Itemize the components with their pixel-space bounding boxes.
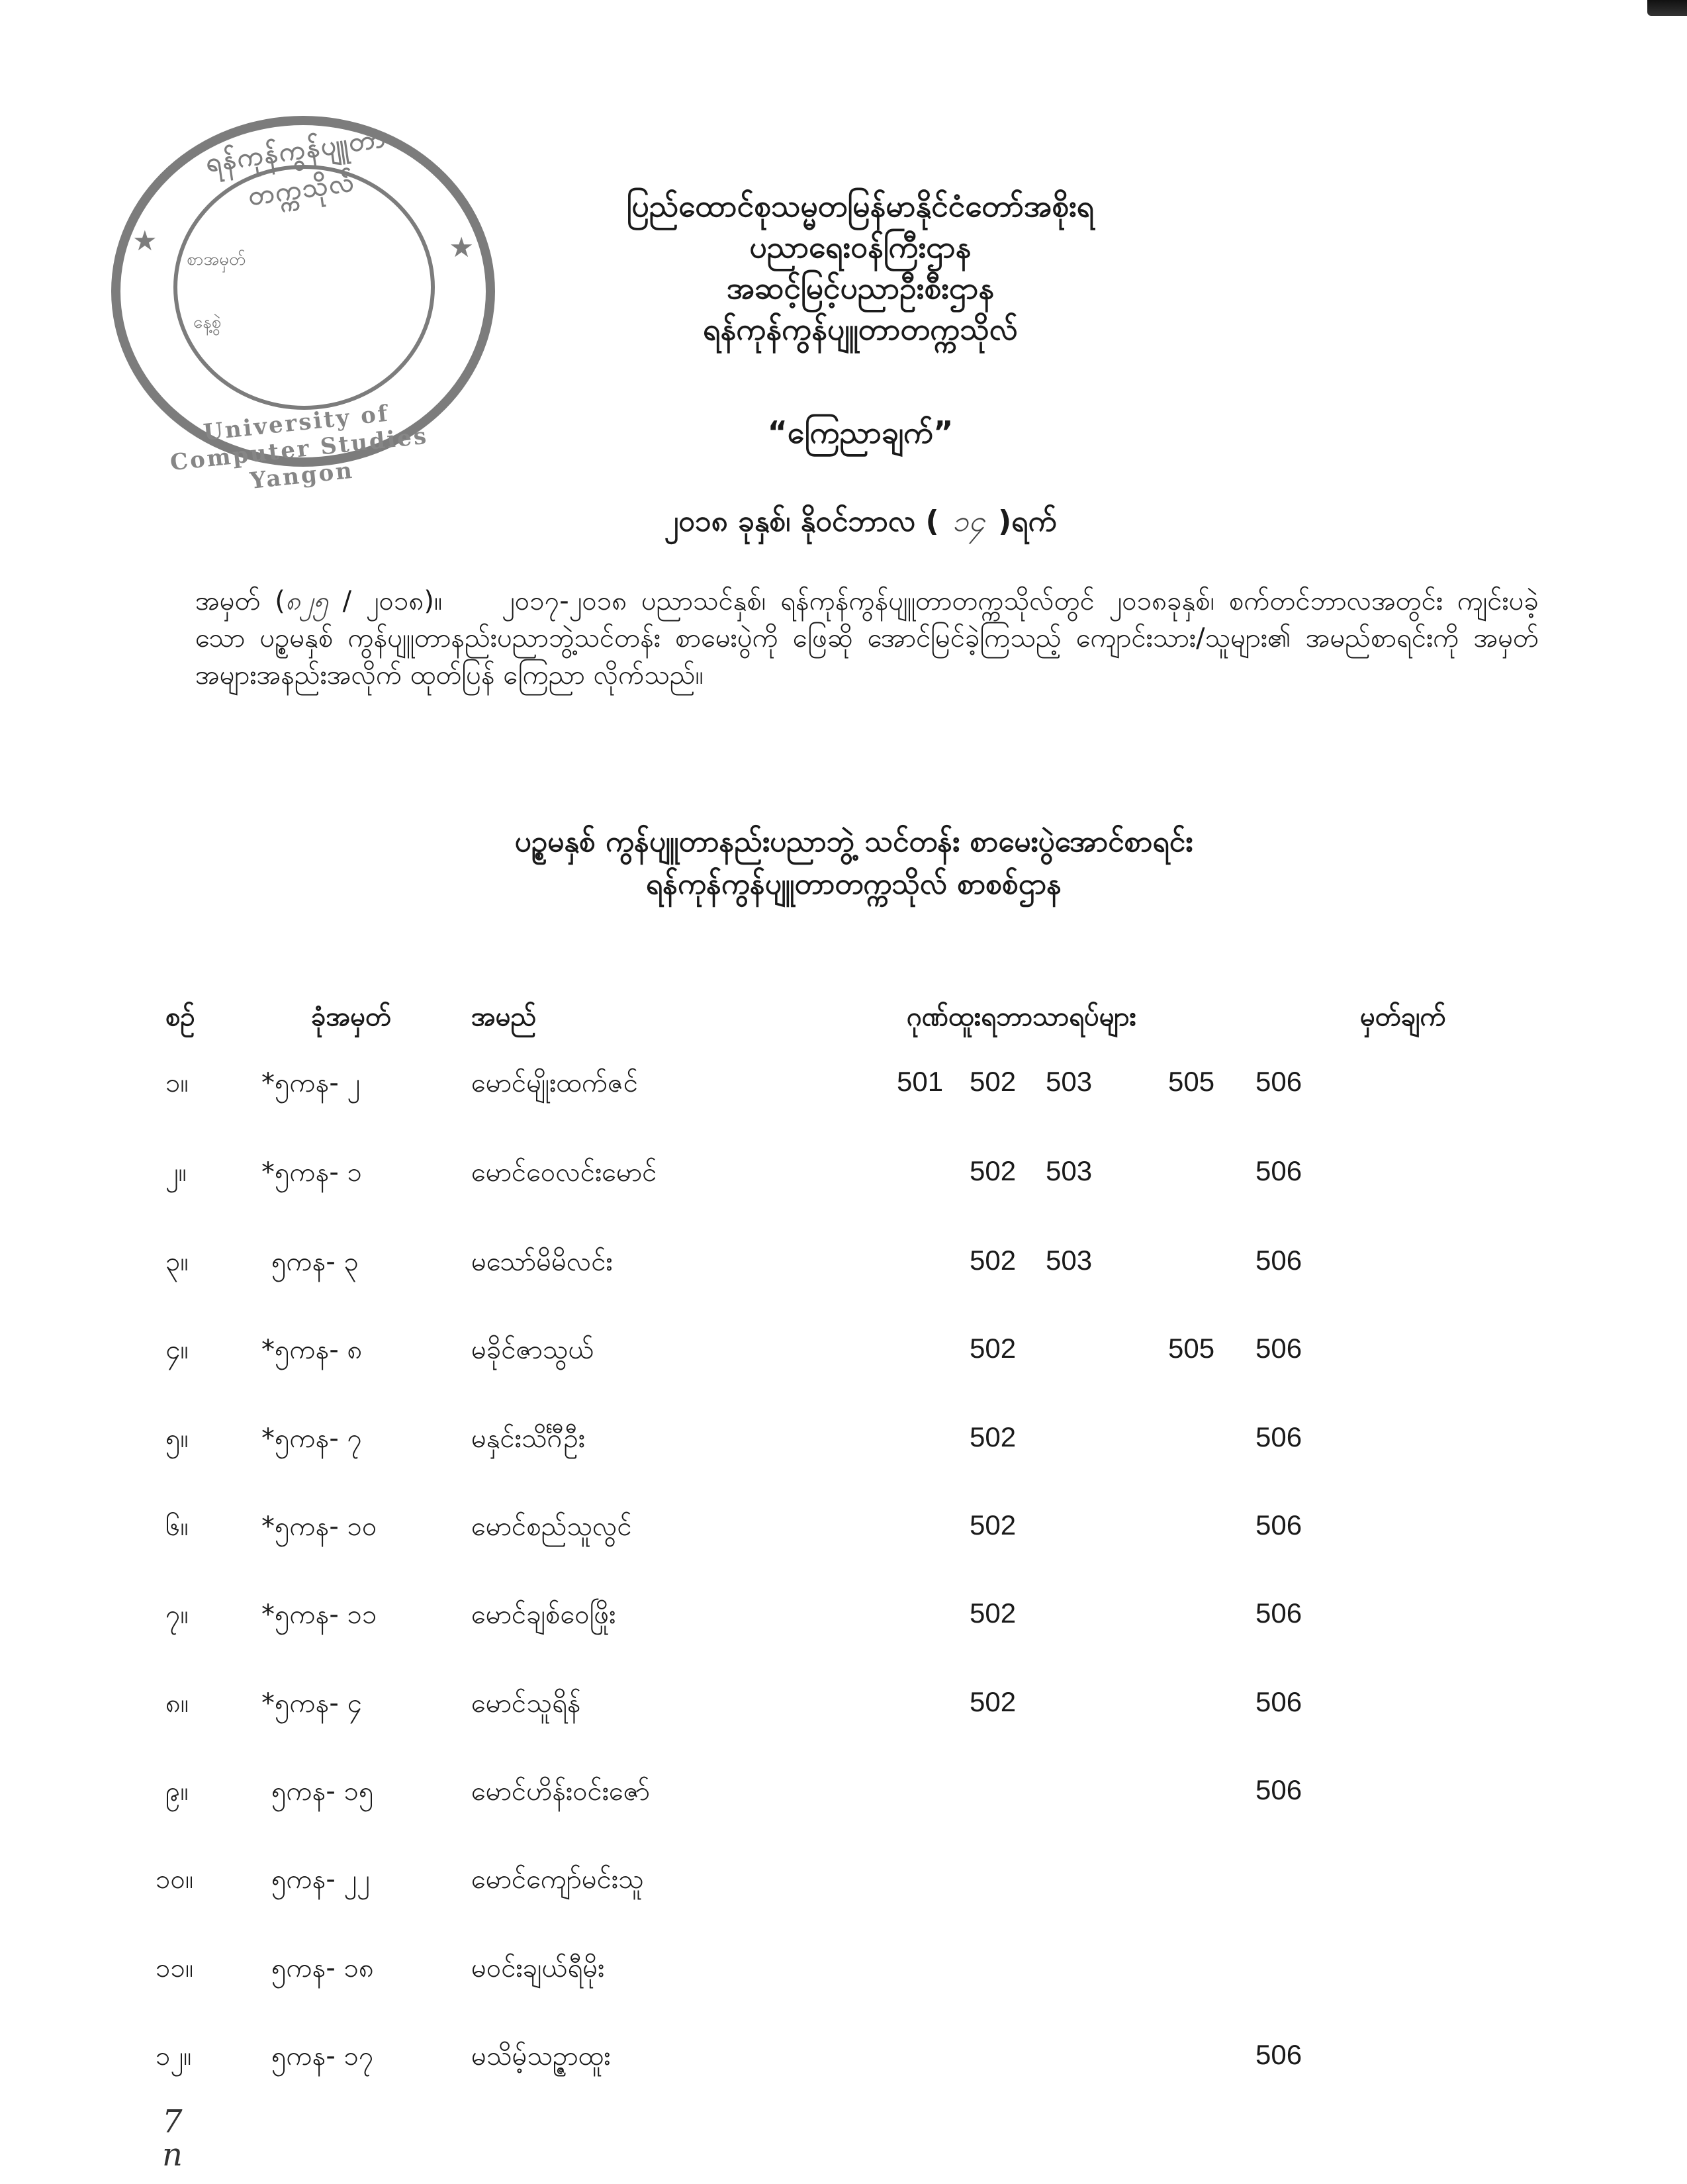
row-number: ၅။ [165,1423,189,1454]
row-number: ၄။ [165,1335,189,1365]
distinction-502: 502 [970,1245,1017,1276]
distinction-506: 506 [1255,1509,1302,1541]
date-day-handwritten: ၁၄ [952,504,985,538]
table-row [0,1686,1687,1739]
student-name: မောင်ချစ်ဝေဖြိုး [471,1599,616,1630]
distinction-502: 502 [970,1155,1017,1186]
letterhead-ministry: ပညာရေးဝန်ကြီးဌာန [749,229,972,265]
ref-number-handwritten: ၈၂၅ [285,586,328,616]
distinction-506: 506 [1255,2039,1302,2070]
row-number: ၁၂။ [156,2041,192,2071]
stamp-ref-label: စာအမှတ် [187,250,246,269]
announcement-paragraph [195,583,1539,694]
roll-number: ၅ကန- ၁၅ [271,1776,374,1807]
column-header-remarks: မှတ်ချက် [1360,1002,1446,1032]
table-row [0,1245,1687,1298]
roll-number: *၅ကန- ၁၁ [261,1599,377,1630]
announcement-reference [195,586,442,616]
roll-number: *၅ကန- ၄ [261,1688,362,1719]
roll-number: ၅ကန- ၃ [271,1247,359,1277]
date-prefix: ၂၀၁၈ ခုနှစ်၊ နိုဝင်ဘာလ ( [664,504,939,538]
distinction-505: 505 [1168,1333,1215,1364]
row-number: ၈။ [165,1688,189,1719]
ref-suffix: / ၂၀၁၈)။ [328,586,443,616]
student-name: မခိုင်ဇာသွယ် [471,1335,594,1365]
student-name: မောင်ဟိန်းဝင်းဇော် [471,1776,650,1807]
distinction-506: 506 [1255,1421,1302,1452]
row-number: ၉။ [165,1776,189,1807]
student-name: မောင်စည်သူလွင် [471,1511,632,1542]
table-row [0,1509,1687,1562]
table-row [0,2039,1687,2092]
handwritten-page-note [162,2105,183,2171]
star-icon: ★ [132,224,158,257]
distinction-502: 502 [970,1333,1017,1364]
distinction-501: 501 [897,1066,944,1097]
stamp-bottom-text: University of Computer Studies Yangon [169,400,430,495]
row-number: ၆။ [165,1511,189,1542]
roll-number: *၅ကန- ၇ [261,1423,362,1454]
stamp-date-label: နေ့စွဲ [193,312,222,332]
row-number: ၁၀။ [156,1864,194,1895]
student-name: မောင်သူရိန် [471,1688,581,1719]
results-section-title [424,821,1284,906]
table-row [0,1155,1687,1208]
document-date [582,503,1138,546]
distinction-506: 506 [1255,1066,1302,1097]
results-title-line1: ပဉ္စမနှစ် ကွန်ပျူတာနည်းပညာဘွဲ့ သင်တန်း စာမေးပွဲအောင်စာရင်း [514,825,1193,859]
column-header-distinctions: ဂုဏ်ထူးရဘာသာရပ်များ [907,1002,1136,1032]
handwritten-note-line2: n [162,2136,183,2173]
results-title-line2: ရန်ကုန်ကွန်ပျူတာတက္ကသိုလ် စာစစ်ဌာန [646,867,1062,901]
scan-edge-mark [1647,0,1687,16]
university-seal-stamp [111,116,495,495]
letterhead-department: အဆင့်မြင့်ပညာဦးစီးဌာန [726,270,995,306]
stamp-inner-ring [173,165,435,410]
distinction-502: 502 [970,1509,1017,1541]
roll-number: *၅ကန- ၂ [261,1068,361,1098]
distinction-506: 506 [1255,1686,1302,1717]
distinction-506: 506 [1255,1774,1302,1805]
student-name: မဝင်းချယ်ရီမိုး [471,1953,605,1983]
row-number: ၁၁။ [156,1953,194,1983]
distinction-503: 503 [1046,1155,1093,1186]
stamp-top-text: ရန်ကုန်ကွန်ပျူတာတက္ကသိုလ် [203,122,388,212]
distinction-503: 503 [1046,1245,1093,1276]
distinction-506: 506 [1255,1155,1302,1186]
distinction-505: 505 [1168,1066,1215,1097]
distinction-506: 506 [1255,1333,1302,1364]
distinction-502: 502 [970,1686,1017,1717]
roll-number: *၅ကန- ၁ [261,1157,362,1188]
student-name: မသော်မိမိလင်း [471,1247,613,1277]
table-row [0,1597,1687,1650]
student-name: မောင်မျိုးထက်ဇင် [471,1068,639,1098]
row-number: ၃။ [165,1247,189,1277]
distinction-506: 506 [1255,1597,1302,1629]
column-header-name: အမည် [471,1002,537,1032]
roll-number: ၅ကန- ၂၂ [271,1864,370,1895]
date-suffix: )ရက် [998,504,1057,538]
student-name: မနှင်းသိင်္ဂီဦး [471,1423,585,1454]
table-row [0,1774,1687,1827]
handwritten-note-line1: 7 [162,2103,183,2140]
roll-number: *၅ကန- ၈ [261,1335,363,1365]
table-row [0,1066,1687,1119]
distinction-502: 502 [970,1597,1017,1629]
distinction-506: 506 [1255,1245,1302,1276]
document-title: “ကြေညာချက်” [767,414,954,450]
ref-prefix: အမှတ် ( [195,586,285,616]
row-number: ၇။ [165,1599,189,1630]
table-row [0,1421,1687,1474]
roll-number: ၅ကန- ၁၈ [271,1953,374,1983]
column-header-roll: ခုံအမှတ် [311,1002,392,1032]
table-row [0,1333,1687,1386]
roll-number: ၅ကန- ၁၇ [271,2041,374,2071]
roll-number: *၅ကန- ၁၀ [261,1511,377,1542]
student-name: မသိမ့်သဉ္ဇာထူး [471,2041,611,2071]
letterhead-university: ရန်ကုန်ကွန်ပျူတာတက္ကသိုလ် [703,311,1018,347]
distinction-503: 503 [1046,1066,1093,1097]
announcement-body: ၂၀၁၇-၂၀၁၈ ပညာသင်နှစ်၊ ရန်ကုန်ကွန်ပျူတာတက္ကသိုလ်တွင် ၂၀၁၈ခုနှစ်၊ စက်တင်ဘာလအတွင်း ကျင်းပခဲ့သော ပဉ္စမနှစ် ကွန်ပျူတာနည်းပညာဘွဲ့သင်တန်း စာမေးပွဲကို ဖြေဆို အောင်မြင်ခဲ့ကြသည့် ကျောင်းသား/သူများ၏ အမည်စာရင်းကို အမှတ်အများအနည်းအလိုက် ထုတ်ပြန် ကြေညာ လိုက်သည်။ [195,586,1539,690]
table-row [0,1951,1687,2004]
row-number: ၁။ [165,1068,189,1098]
student-name: မောင်ကျော်မင်းသူ [471,1864,644,1895]
star-icon: ★ [449,231,474,263]
table-row [0,1862,1687,1915]
letterhead [529,185,1191,350]
letterhead-government: ပြည်ထောင်စုသမ္မတမြန်မာနိုင်ငံတော်အစိုးရ [626,188,1095,224]
distinction-502: 502 [970,1421,1017,1452]
row-number: ၂။ [165,1157,187,1188]
distinction-502: 502 [970,1066,1017,1097]
student-name: မောင်ဝေလင်းမောင် [471,1157,657,1188]
column-header-no: စဉ် [165,1002,195,1032]
